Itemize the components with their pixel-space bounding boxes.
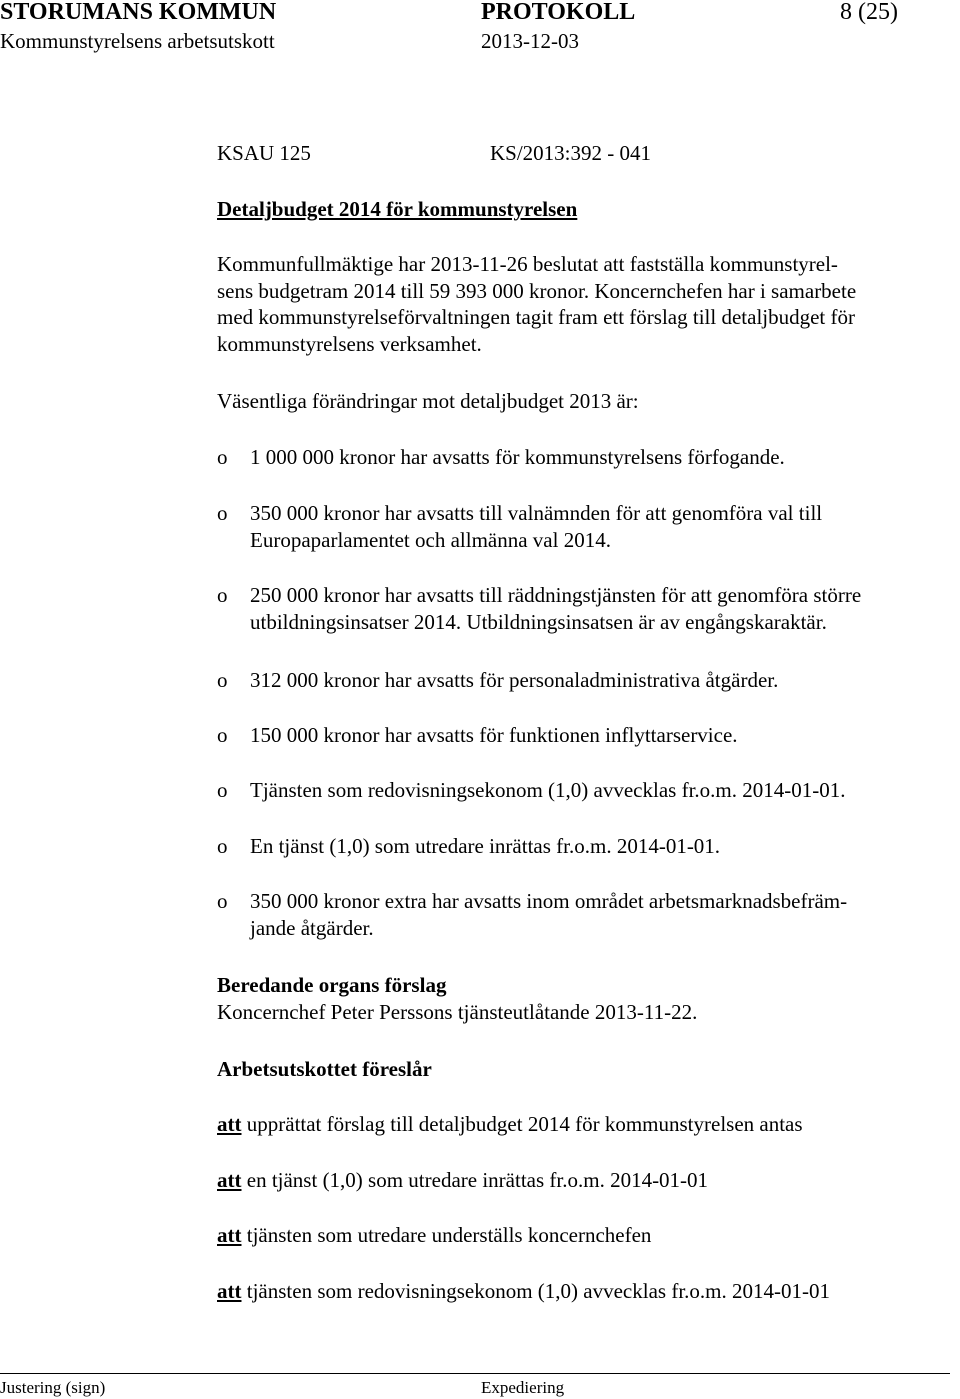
bullet-mark: o bbox=[217, 583, 228, 607]
proposal-heading: Arbetsutskottet föreslår bbox=[217, 1057, 432, 1081]
bullet-mark: o bbox=[217, 889, 228, 913]
proposal-item-text: en tjänst (1,0) som utredare inrättas fr.o.m. 2014-01-01 bbox=[246, 1168, 709, 1192]
committee-name: Kommunstyrelsens arbetsutskott bbox=[0, 29, 275, 53]
att-keyword: att bbox=[217, 1112, 242, 1136]
municipality-name: STORUMANS KOMMUN bbox=[0, 0, 277, 25]
att-keyword: att bbox=[217, 1168, 242, 1192]
case-title: Detaljbudget 2014 för kommunstyrelsen bbox=[217, 197, 578, 221]
list-item-text: Europaparlamentet och allmänna val 2014. bbox=[250, 527, 611, 552]
changes-heading: Väsentliga förändringar mot detaljbudget 2013 är: bbox=[217, 389, 639, 413]
proposal-item-text: tjänsten som redovisningsekonom (1,0) avvecklas fr.o.m. 2014-01-01 bbox=[246, 1279, 830, 1303]
page-number: 8 (25) bbox=[840, 0, 898, 25]
intro-line: sens budgetram 2014 till 59 393 000 kronor. Koncernchefen har i samarbete bbox=[217, 278, 857, 303]
list-item-text: En tjänst (1,0) som utredare inrättas fr.o.m. 2014-01-01. bbox=[250, 834, 721, 858]
bullet-mark: o bbox=[217, 834, 228, 858]
proposal-item bbox=[217, 1111, 803, 1137]
list-item-text: Tjänsten som redovisningsekonom (1,0) avvecklas fr.o.m. 2014-01-01. bbox=[250, 778, 846, 802]
bullet-mark: o bbox=[217, 778, 228, 802]
proposal-item bbox=[217, 1167, 708, 1193]
list-item-text: 150 000 kronor har avsatts för funktionen inflyttarservice. bbox=[250, 723, 738, 747]
footer-divider bbox=[0, 1373, 950, 1374]
proposal-item bbox=[217, 1278, 830, 1304]
intro-line: kommunstyrelsens verksamhet. bbox=[217, 331, 482, 356]
bullet-mark: o bbox=[217, 445, 228, 469]
intro-line: Kommunfullmäktige har 2013-11-26 beslutat att fastställa kommunstyrel- bbox=[217, 252, 838, 276]
att-keyword: att bbox=[217, 1279, 242, 1303]
list-item-text: 1 000 000 kronor har avsatts för kommunstyrelsens förfogande. bbox=[250, 445, 785, 469]
preparing-text: Koncernchef Peter Perssons tjänsteutlåtande 2013-11-22. bbox=[217, 1000, 698, 1024]
att-keyword: att bbox=[217, 1223, 242, 1247]
list-item-text: 250 000 kronor har avsatts till räddningstjänsten för att genomföra större bbox=[250, 583, 862, 607]
case-paragraph: KSAU 125 bbox=[217, 141, 311, 165]
footer-expediering: Expediering bbox=[481, 1378, 565, 1397]
list-item-text: 312 000 kronor har avsatts för personaladministrativa åtgärder. bbox=[250, 668, 779, 692]
bullet-mark: o bbox=[217, 668, 228, 692]
bullet-mark: o bbox=[217, 723, 228, 747]
proposal-item-text: tjänsten som utredare underställs koncernchefen bbox=[246, 1223, 652, 1247]
meeting-date: 2013-12-03 bbox=[481, 29, 579, 53]
list-item-text: utbildningsinsatser 2014. Utbildningsinsatsen är av engångskaraktär. bbox=[250, 609, 827, 634]
proposal-item bbox=[217, 1222, 651, 1248]
document-type: PROTOKOLL bbox=[481, 0, 636, 25]
list-item-text: 350 000 kronor har avsatts till valnämnden för att genomföra val till bbox=[250, 501, 823, 525]
list-item-text: jande åtgärder. bbox=[250, 915, 374, 940]
intro-line: med kommunstyrelseförvaltningen tagit fram ett förslag till detaljbudget för bbox=[217, 305, 855, 329]
bullet-mark: o bbox=[217, 501, 228, 525]
proposal-item-text: upprättat förslag till detaljbudget 2014 för kommunstyrelsen antas bbox=[246, 1112, 803, 1136]
case-reference: KS/2013:392 - 041 bbox=[490, 141, 652, 165]
list-item-text: 350 000 kronor extra har avsatts inom området arbetsmarknadsbefräm- bbox=[250, 889, 848, 913]
preparing-heading: Beredande organs förslag bbox=[217, 973, 447, 997]
intro-paragraph bbox=[217, 251, 952, 357]
footer-justering: Justering (sign) bbox=[0, 1378, 106, 1397]
